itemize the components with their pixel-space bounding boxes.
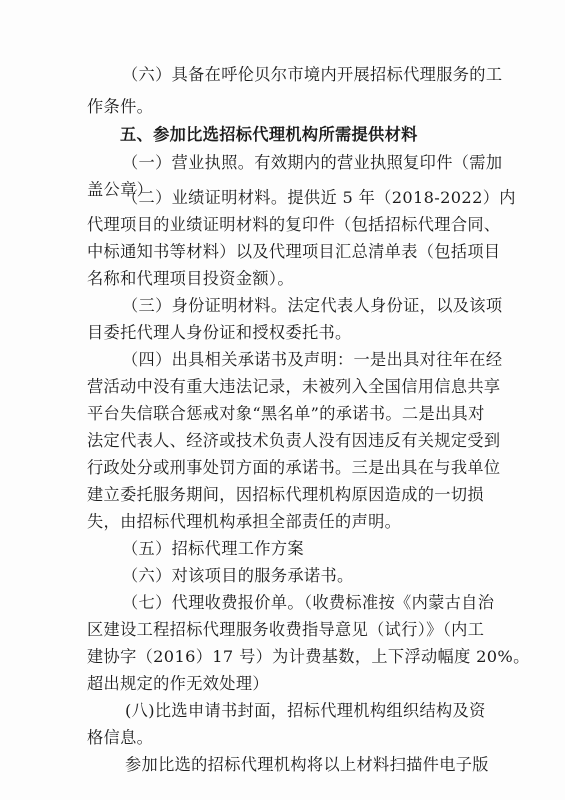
text-line-26: 格信息。 <box>87 728 154 747</box>
text-line-7: 代理项目的业绩证明材料的复印件（包括招标代理合同、 <box>87 215 501 234</box>
text-line-13: 营活动中没有重大违法记录，未被列入全国信用信息共享 <box>87 377 501 396</box>
text-line-23: 建协字（2016）17 号）为计费基数，上下浮动幅度 20%。 <box>87 647 530 666</box>
text-line-4: （一）营业执照。有效期内的营业执照复印件（需加 <box>122 153 503 172</box>
text-line-9: 名称和代理项目投资金额）。 <box>87 269 294 288</box>
text-line-2: 作条件。 <box>87 97 154 116</box>
text-line-19: （五）招标代理工作方案 <box>122 539 304 558</box>
text-line-27: 参加比选的招标代理机构将以上材料扫描件电子版 <box>125 755 489 774</box>
text-line-20: （六）对该项目的服务承诺书。 <box>122 566 354 585</box>
text-line-15: 法定代表人、经济或技术负责人没有因违反有关规定受到 <box>87 431 501 450</box>
text-line-14: 平台失信联合惩戒对象“黑名单”的承诺书。二是出具对 <box>87 404 485 423</box>
text-line-22: 区建设工程招标代理服务收费指导意见（试行）》（内工 <box>87 620 485 639</box>
text-line-11: 目委托代理人身份证和授权委托书。 <box>87 323 352 342</box>
text-line-6: （二）业绩证明材料。提供近 5 年（2018-2022）内 <box>122 188 516 207</box>
text-line-5: 盖公章） <box>87 180 154 199</box>
text-line-8: 中标通知书等材料）以及代理项目汇总清单表（包括项目 <box>87 242 501 261</box>
text-line-17: 建立委托服务期间，因招标代理机构原因造成的一切损 <box>87 485 484 504</box>
text-line-10: （三）身份证明材料。法定代表人身份证，以及该项 <box>122 296 503 315</box>
text-line-25: (八)比选申请书封面，招标代理机构组织结构及资 <box>125 701 486 720</box>
text-line-24: 超出规定的作无效处理） <box>87 674 269 693</box>
text-line-12: （四）出具相关承诺书及声明：一是出具对往年在经 <box>122 350 503 369</box>
text-line-21: （七）代理收费报价单。（收费标准按《内蒙古自治 <box>122 593 495 612</box>
section-heading: 五、参加比选招标代理机构所需提供材料 <box>120 125 418 144</box>
text-line-1: （六）具备在呼伦贝尔市境内开展招标代理服务的工 <box>122 65 503 84</box>
text-line-16: 行政处分或刑事处罚方面的承诺书。三是出具在与我单位 <box>87 458 501 477</box>
text-line-18: 失，由招标代理机构承担全部责任的声明。 <box>87 512 402 531</box>
